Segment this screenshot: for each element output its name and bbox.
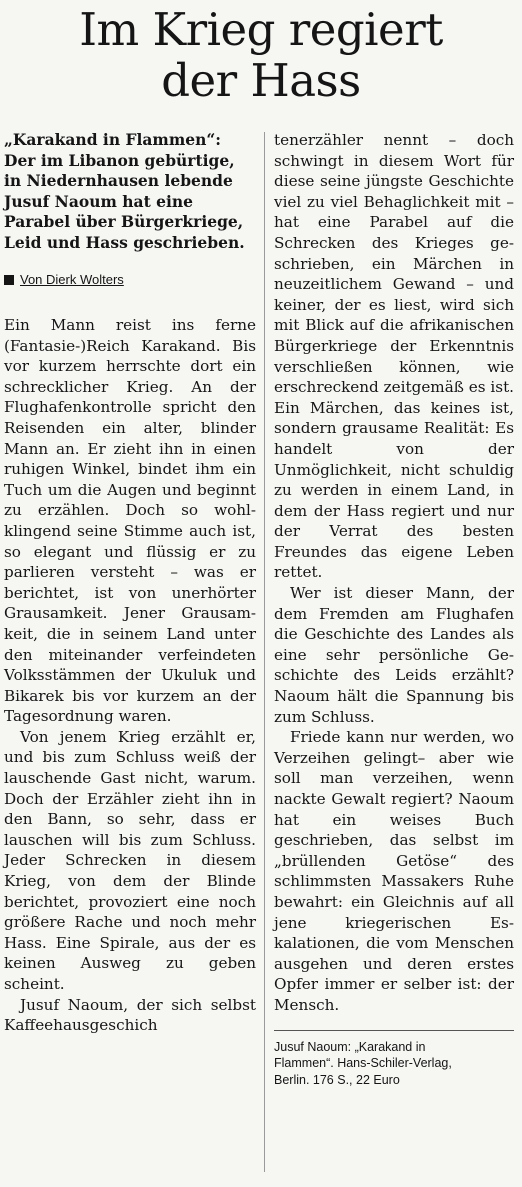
article-column-left xyxy=(4,130,256,1187)
author-name: Von Dierk Wolters xyxy=(20,272,124,287)
lead-paragraph: „Karakand in Flammen“: Der im Libanon gebürtige, in Niedernhausen lebende Jusuf Naoum hat eine Parabel über Bürgerkriege, Leid und Hass geschrieben. xyxy=(4,130,245,252)
headline xyxy=(0,4,522,106)
paragraph: tenerzähler nennt – doch schwingt in diesem Wort für diese seine jüngste Geschichte viel zu viel Behaglichkeit mit – hat eine Parabel auf die Schrecken des Krieges geschrieben, ein Märchen in neuzeitlichem Gewand – und keiner, der es liest, wird sich mit Blick auf die afrikanischen Bürgerkriege der Erkenntnis verschließen können, wie erschreckend zeitgemäß es ist. Ein Märchen, das keines ist, sondern grausame Realität: Es handelt von der Unmöglichkeit, nicht schuldig zu werden in einem Land, in dem der Hass regiert und nur der Verrat des besten Freundes das eigene Leben rettet. xyxy=(274,131,514,582)
body-text-left xyxy=(4,315,256,1036)
headline-line-1: Im Krieg regiert xyxy=(79,3,443,56)
source-divider xyxy=(274,1030,514,1031)
headline-line-2: der Hass xyxy=(161,54,361,107)
paragraph: Von jenem Krieg erzählt er, und bis zum Schluss weiß der lauschende Gast nicht, warum. Doch der Erzähler zieht ihn in den Bann, so sehr, dass er lauschen will bis zum Schluss. Jeder Schrecken in diesem Krieg, von dem der Blinde berichtet, provoziert eine noch größere Rache und noch mehr Hass. Eine Spirale, aus der es keinen Ausweg zu geben scheint. xyxy=(4,727,256,993)
paragraph: Wer ist dieser Mann, der dem Fremden am Flughafen die Geschichte des Landes als eine sehr persönliche Geschichte des Leids erzählt? Naoum hält die Spannung bis zum Schluss. xyxy=(274,584,514,726)
column-divider xyxy=(264,132,265,1172)
paragraph: Friede kann nur werden, wo Verzeihen gelingt– aber wie soll man verzeihen, wenn nackte Gewalt regiert? Naoum hat ein weises Buch geschrieben, das selbst im „brüllenden Getöse“ des schlimmsten Massakers Ruhe bewahrt: ein Gleichnis auf all jene kriegerischen Eskalationen, die vom Menschen ausgehen und deren erstes Opfer immer er selber ist: der Mensch. xyxy=(274,728,514,1014)
book-source-info xyxy=(274,1039,514,1089)
body-text-right xyxy=(274,130,514,1016)
source-line-3: Berlin. 176 S., 22 Euro xyxy=(274,1072,400,1087)
source-line-2: Flammen“. Hans-Schiler-Verlag, xyxy=(274,1056,452,1071)
paragraph: Ein Mann reist ins ferne (Fantasie-)Reich Karakand. Bis vor kurzem herrschte dort ein schrecklicher Krieg. An der Flughafenkontrolle spricht den Reisenden ein alter, blinder Mann an. Er zieht ihn in einen ruhigen Winkel, bindet ihm ein Tuch um die Augen und beginnt zu erzählen. Doch so wohlklingend seine Stimme auch ist, so elegant und flüssig er zu parlieren versteht – was er berichtet, ist von unerhörter Grausamkeit. Jener Grausamkeit, die in seinem Land unter den miteinander verfeindeten Volksstämmen der Ukuluk und Bikarek bis vor kurzem an der Tagesordnung waren. xyxy=(4,316,256,726)
byline xyxy=(4,271,256,289)
paragraph: Jusuf Naoum, der sich selbst Kaffeehausgeschich xyxy=(4,995,256,1035)
source-line-1: Jusuf Naoum: „Karakand in xyxy=(274,1039,426,1054)
byline-square-icon xyxy=(4,275,14,285)
article-column-right xyxy=(274,130,514,1187)
